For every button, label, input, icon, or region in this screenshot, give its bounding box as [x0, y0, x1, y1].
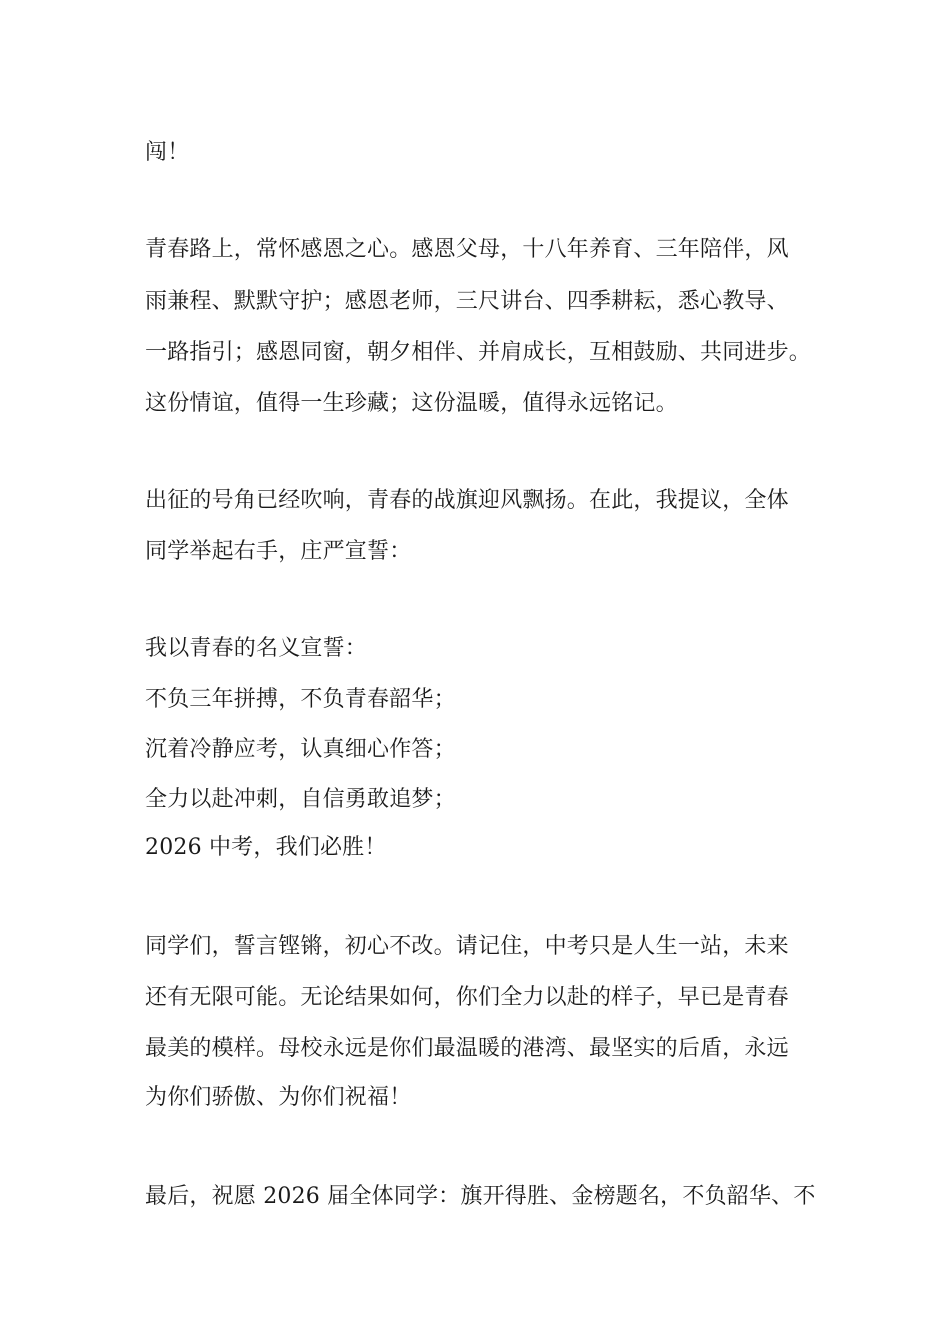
oath-line-5: 2026 中考，我们必胜！ [145, 835, 387, 860]
paragraph-5-line-3: 最美的模样。母校永远是你们最温暖的港湾、最坚实的后盾，永远 [145, 1036, 789, 1061]
paragraph-6-line-1: 最后，祝愿 2026 届全体同学：旗开得胜、金榜题名，不负韶华、不 [145, 1184, 816, 1209]
paragraph-5-line-1: 同学们，誓言铿锵，初心不改。请记住，中考只是人生一站，未来 [145, 934, 789, 959]
paragraph-5-line-4: 为你们骄傲、为你们祝福！ [145, 1085, 412, 1110]
paragraph-2-line-2: 雨兼程、默默守护；感恩老师，三尺讲台、四季耕耘，悉心教导、 [145, 289, 789, 314]
paragraph-3-line-1: 出征的号角已经吹响，青春的战旗迎风飘扬。在此，我提议，全体 [145, 488, 789, 513]
oath-line-1: 我以青春的名义宣誓： [145, 636, 368, 661]
paragraph-2-line-3: 一路指引；感恩同窗，朝夕相伴、并肩成长，互相鼓励、共同进步。 [145, 340, 812, 365]
oath-line-3: 沉着冷静应考，认真细心作答； [145, 737, 456, 762]
paragraph-3-line-2: 同学举起右手，庄严宣誓： [145, 539, 412, 564]
oath-line-4: 全力以赴冲刺，自信勇敢追梦； [145, 787, 456, 812]
oath-line-2: 不负三年拼搏，不负青春韶华； [145, 687, 456, 712]
paragraph-2-line-1: 青春路上，常怀感恩之心。感恩父母，十八年养育、三年陪伴，风 [145, 237, 789, 262]
paragraph-2-line-4: 这份情谊，值得一生珍藏；这份温暖，值得永远铭记。 [145, 391, 678, 416]
paragraph-5-line-2: 还有无限可能。无论结果如何，你们全力以赴的样子，早已是青春 [145, 985, 789, 1010]
paragraph-1-line-1: 闯！ [145, 140, 190, 165]
